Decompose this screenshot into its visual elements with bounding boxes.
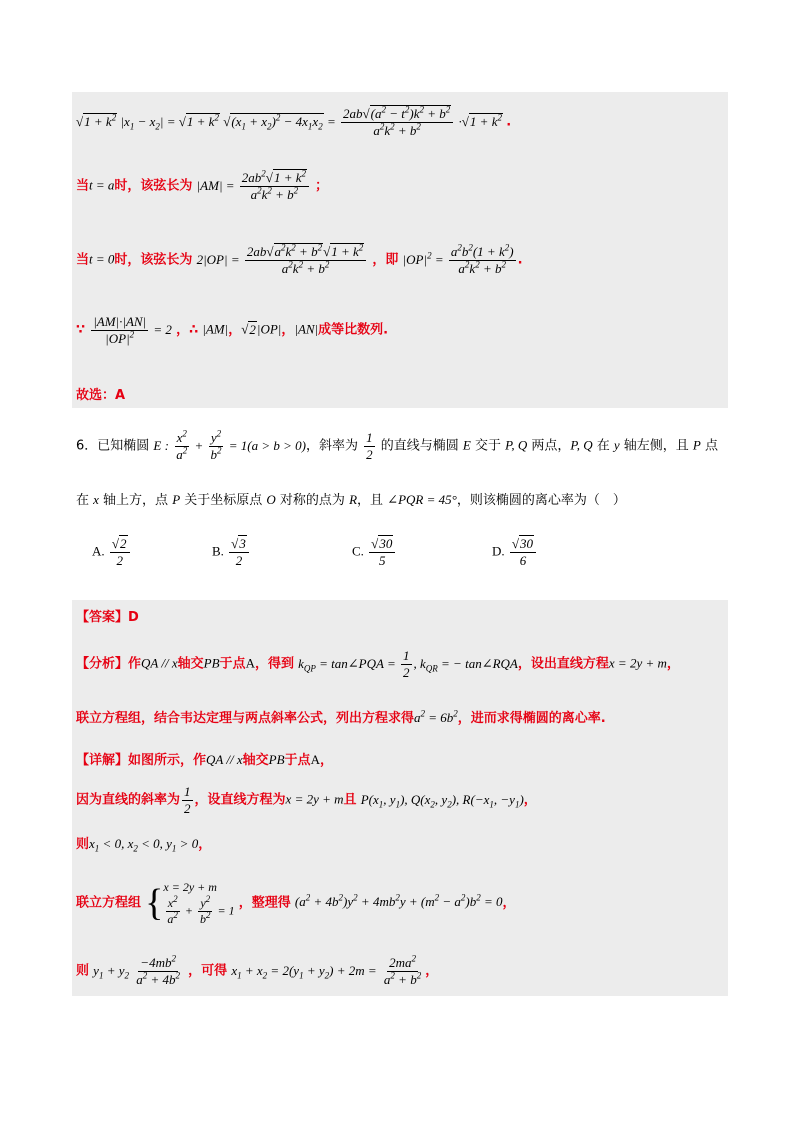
detail-line-4: 联立方程组 { x = 2y + m $\frac{x^2}{a^2}$ + $\frac{y^2}{b^2}$ = 1 ，整理得 $(a^2 + 4b^2)y^2 + 4mb^2y + (m^2 - a^2)b^2 = 0$，: [76, 880, 516, 926]
question-6-line-1: 6．已知椭圆 E : $\frac{x^2}{a^2}$ + $\frac{y^2}{b^2}$ = 1(a > b > 0)，斜率为 $\frac{1}{2}$ 的直线与椭圆 E 交于 P, Q 两点，P, Q 在 y 轴左侧，且 P 点: [76, 428, 718, 463]
detail-line-5: 则 $y_1 + y_2$ $\frac{-4mb^2}{a^2 + 4b^2}$ ，可得 $x_1 + x_2 = 2(y_1 + y_2) + 2m$ = $\frac{2ma^2}{a^2 + b^2}$ ，: [76, 953, 439, 988]
option-a[interactable]: A. $\frac{√2}{2}$: [92, 536, 132, 570]
detail-line-3: 则$x_1 < 0$, $x_2 < 0$, $y_1 > 0$，: [76, 836, 212, 854]
option-c[interactable]: C. $\frac{√30}{5}$: [352, 536, 397, 570]
case-t-equals-a: 当t = a时，该弦长为 |AM| = $\frac{2ab^2√1 + k^2}{a^2k^2 + b^2}$ ；: [76, 168, 329, 203]
because-line: ∵ $\frac{|AM|\cdot|AN|}{|OP|^2}$ = 2 ，∴ |AM|，√2|OP|，|AN|成等比数列.: [76, 314, 389, 347]
answer-label: 【答案】D: [76, 610, 139, 625]
detail-line-1: 【详解】如图所示，作QA // x轴交PB于点A，: [76, 752, 333, 768]
option-d[interactable]: D. $\frac{√30}{6}$: [492, 536, 538, 570]
choice-line: 故选：A: [76, 388, 126, 403]
question-6-line-2: 在 x 轴上方，点 P 关于坐标原点 O 对称的点为 R，且 ∠PQR = 45°，则该椭圆的离心率为（ ）: [76, 492, 626, 508]
option-b[interactable]: B. $\frac{√3}{2}$: [212, 536, 251, 570]
analysis-line-2: 联立方程组，结合韦达定理与两点斜率公式，列出方程求得$a^2 = 6b^2$，进而求得椭圆的离心率.: [76, 708, 606, 726]
analysis-line-1: 【分析】作QA // x轴交PB于点A，得到 $k_{QP}$ = tan∠PQA = $\frac{1}{2}$ , $k_{QR}$ = − tan∠RQA，设出直线方程x = 2y + m，: [76, 648, 680, 681]
detail-line-2: 因为直线的斜率为 $\frac{1}{2}$ ，设直线方程为x = 2y + m且 $P(x_1$, $y_1$), $Q(x_2$, $y_2$), $R(-x_1$, $-y_1$)，: [76, 784, 537, 817]
chord-length-equation: $√1 + k^2$ $|x_1 - x_2| = √1 + k^2$ $√(x_1 + x_2)^2 - 4x_1x_2$ = $\frac{2ab√(a^2 - t^2)k^2 + b^2}{a^2k^2 + b^2}$ $\cdot√1 + k^2$ .: [76, 104, 512, 139]
case-t-equals-0: 当t = 0时，该弦长为 2|OP| = $\frac{2ab√a^2k^2 + b^2√1 + k^2}{a^2k^2 + b^2}$ ，即 $|OP|^2$ = $\frac{a^2b^2(1 + k^2)}{a^2k^2 + b^2}$ .: [76, 242, 523, 277]
